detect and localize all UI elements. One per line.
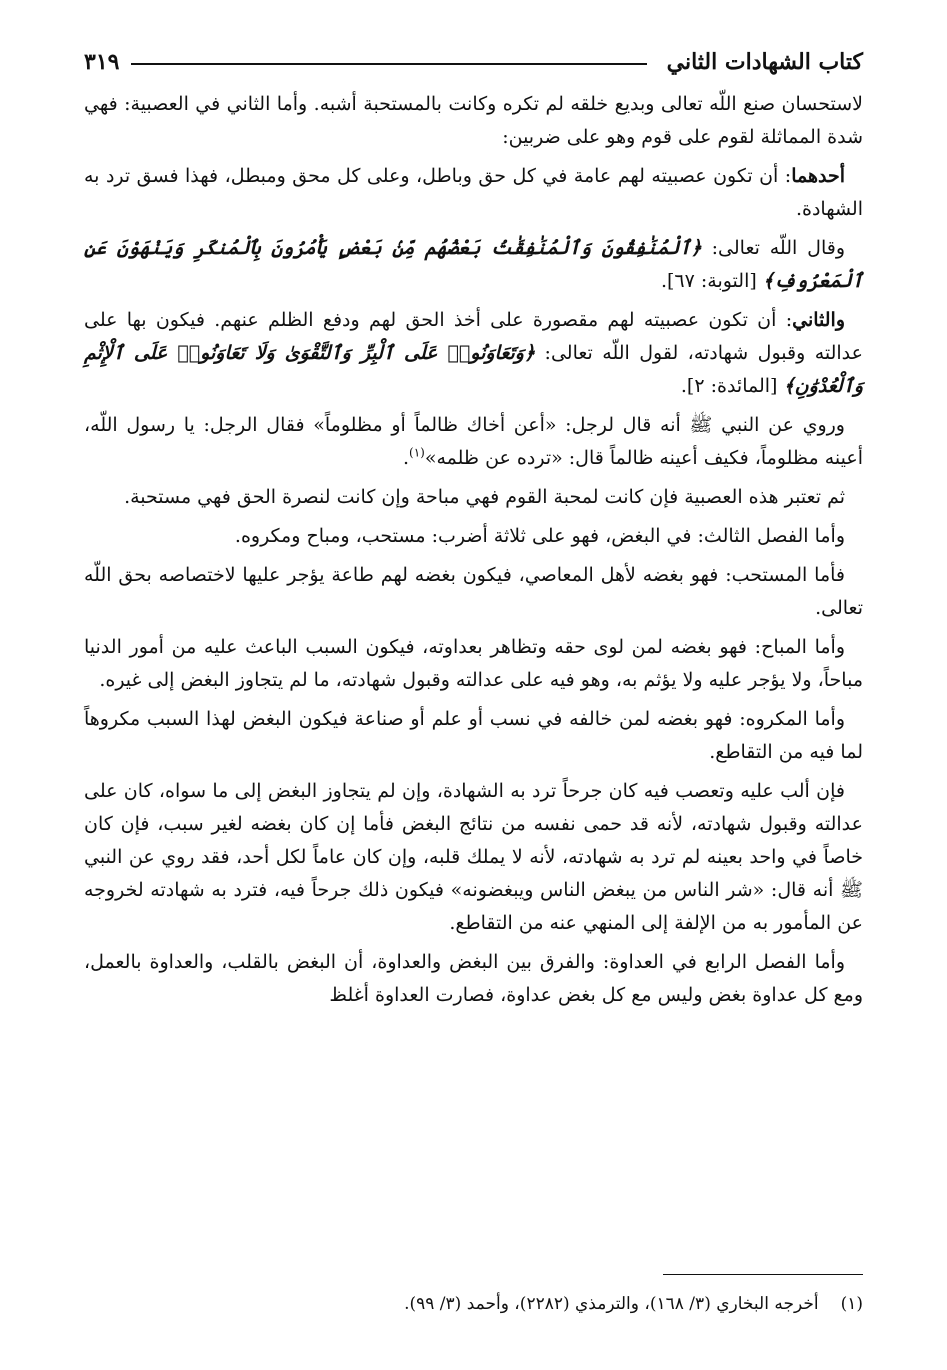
paragraph: [84, 946, 863, 1012]
paragraph-text: ثم تعتبر هذه العصبية فإن كانت لمحبة القوم فهي مباحة وإن كانت لنصرة الحق فهي مستحبة.: [124, 486, 845, 508]
paragraph: [84, 559, 863, 625]
paragraph-text: وأما المكروه: فهو بغضه لمن خالفه في نسب أو علم أو صناعة فيكون البغض لهذا السبب مكروهاً لما فيه من التقاطع.: [84, 708, 863, 763]
paragraph: [84, 409, 863, 475]
quran-verse: ﴿وَتَعَاوَنُوا۟ عَلَى ٱلْبِرِّ وَٱلتَّقْوَىٰ وَلَا تَعَاوَنُوا۟ عَلَى ٱلْإِثْمِ وَٱلْعُدْوَٰنِ﴾: [84, 342, 863, 397]
footnote: [84, 1290, 863, 1318]
footnote-separator: [663, 1274, 863, 1275]
quran-verse: ﴿ٱلْمُنَٰفِقُونَ وَٱلْمُنَٰفِقَٰتُ بَعْضُهُم مِّنۢ بَعْضٍ يَأْمُرُونَ بِٱلْمُنكَرِ وَيَنْهَوْنَ عَنِ ٱلْمَعْرُوفِ﴾: [84, 237, 863, 292]
paragraph: [84, 481, 863, 514]
paragraph-text: لاستحسان صنع اللّه تعالى وبديع خلقه لم تكره وكانت بالمستحبة أشبه. وأما الثاني في العصبية: فهي شدة المماثلة لقوم على قوم وهو على ضربين:: [84, 93, 863, 148]
running-header: [84, 40, 863, 84]
paragraph-text: وأما الفصل الثالث: في البغض، فهو على ثلاثة أضرب: مستحب، ومباح ومكروه.: [234, 525, 845, 547]
chapter-title: كتاب الشهادات الثاني: [666, 49, 863, 75]
paragraph: [84, 703, 863, 769]
paragraph-text: فأما المستحب: فهو بغضه لأهل المعاصي، فيكون بغضه لهم طاعة يؤجر عليها لاختصاصه بحق اللّه تعالى.: [84, 564, 863, 619]
paragraph: [84, 232, 863, 298]
paragraph-lead: أحدهما: [791, 165, 845, 187]
footnote-ref[interactable]: (١): [409, 445, 425, 460]
paragraph: [84, 520, 863, 553]
paragraph-text: وروي عن النبي ﷺ أنه قال لرجل: «أعن أخاك ظالماً أو مظلوماً» فقال الرجل: يا رسول اللّه، أعينه مظلوماً، فكيف أعينه ظالماً قال: «ترده عن ظلمه»: [84, 414, 863, 469]
paragraph-lead: والثاني: [792, 309, 845, 331]
verse-citation: [التوبة: ٦٧].: [660, 270, 763, 292]
paragraph-text: وأما المباح: فهو بغضه لمن لوى حقه وتظاهر بعداوته، فيكون السبب الباعث عليه من أمور الدنيا مباحاً، ولا يؤجر عليه ولا يؤثم به، وهو فيه على عدالته وقبول شهادته، ما لم يتجاوز البغض إلى غيره.: [84, 636, 863, 691]
main-text: [84, 88, 863, 1012]
paragraph: [84, 775, 863, 940]
paragraph-text: فإن ألب عليه وتعصب فيه كان جرحاً ترد به الشهادة، وإن لم يتجاوز البغض إلى ما سواه، كان على عدالته وقبول شهادته، لأنه قد حمى نفسه من نتائج البغض فأما إن كان بغضه لغير سبب، فإن كان خاصاً في واحد بعينه لم ترد به شهادته، لأنه لا يملك قلبه، وإن كان عاماً لكل أحد، فقد روي عن النبي ﷺ أنه قال: «شر الناس من يبغض الناس ويبغضونه» فيكون ذلك جرحاً فيه، فترد به شهادته لخروجه عن المأمور به من الإلفة إلى المنهي عنه من التقاطع.: [84, 780, 863, 934]
paragraph-text: وأما الفصل الرابع في العداوة: والفرق بين البغض والعداوة، أن البغض بالقلب، والعداوة بالعمل، ومع كل عداوة بغض وليس مع كل بغض عداوة، فصارت العداوة أغلظ: [84, 951, 863, 1006]
footnote-text: أخرجه البخاري (٣/ ١٦٨)، والترمذي (٢٢٨٢)، وأحمد (٣/ ٩٩).: [404, 1294, 819, 1314]
verse-citation: [المائدة: ٢].: [680, 375, 784, 397]
paragraph-text-end: .: [402, 447, 409, 469]
page-number: ٣١٩: [84, 49, 120, 75]
paragraph: [84, 304, 863, 403]
paragraph-text: : أن تكون عصبيته لهم مقصورة على أخذ الحق لهم ودفع الظلم عنهم. فيكون بها على عدالته وقبول شهادته، لقول اللّه تعالى:: [84, 309, 863, 364]
paragraph: [84, 631, 863, 697]
paragraph: [84, 160, 863, 226]
paragraph-text: : أن تكون عصبيته لهم عامة في كل حق وباطل، وعلى كل محق ومبطل، فهذا فسق ترد به الشهادة.: [84, 165, 863, 220]
footnote-number: (١): [840, 1294, 863, 1314]
paragraph: [84, 88, 863, 154]
header-rule: [131, 63, 646, 65]
book-page: [84, 40, 863, 1340]
paragraph-text: وقال اللّه تعالى:: [701, 237, 845, 259]
